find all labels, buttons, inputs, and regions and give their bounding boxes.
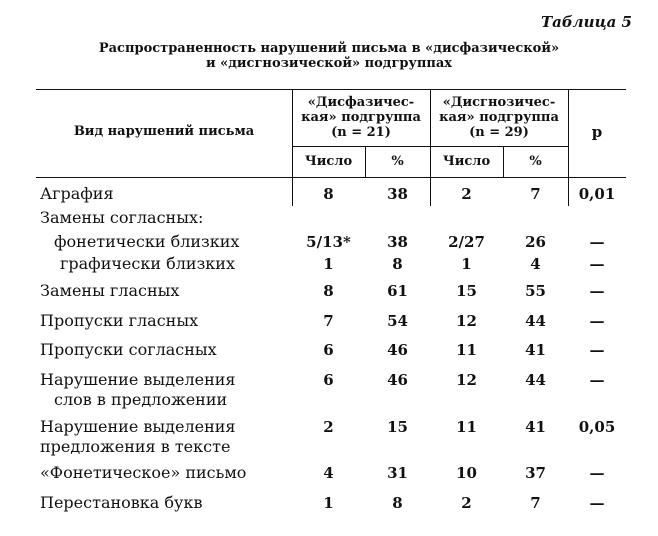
header-count-2: Число [442, 154, 491, 169]
row-count-dysgnostic: 15 [456, 282, 477, 300]
row-percent-dysphasic: 8 [392, 494, 403, 512]
table-row [54, 232, 239, 252]
row-percent-dysgnostic: 26 [525, 233, 546, 251]
row-percent-dysgnostic: 37 [525, 464, 546, 482]
table-row [40, 281, 179, 301]
row-count-dysphasic: 2 [323, 418, 334, 436]
row-count-dysgnostic: 2 [461, 494, 472, 512]
top-rule [36, 89, 626, 90]
table-row [60, 254, 235, 274]
row-p-value: — [589, 255, 605, 273]
header-count-1: Число [304, 154, 353, 169]
row-count-dysgnostic: 1 [461, 255, 472, 273]
row-label-continued: предложения в тексте [40, 437, 231, 456]
table-row [40, 208, 203, 228]
row-label: Перестановка букв [40, 493, 203, 512]
row-count-dysphasic: 5/13* [306, 233, 351, 251]
row-percent-dysgnostic: 7 [530, 185, 541, 203]
row-count-dysgnostic: 11 [456, 418, 477, 436]
row-p-value: — [589, 233, 605, 251]
row-p-value: — [589, 312, 605, 330]
row-label: Замены согласных: [40, 208, 204, 227]
row-percent-dysphasic: 46 [387, 341, 408, 359]
row-p-value: — [589, 282, 605, 300]
row-count-dysgnostic: 12 [456, 312, 477, 330]
header-p: p [591, 123, 603, 141]
header-group-dysgnostic [430, 95, 568, 140]
table-title-line2: и «дисгнозической» подгруппах [205, 56, 453, 71]
header-group-dysgnostic-line2: кая» подгруппа [439, 110, 559, 125]
row-label: Нарушение выделения [40, 370, 236, 389]
header-bottom-rule [36, 177, 626, 178]
row-label: «Фонетическое» письмо [40, 463, 247, 482]
row-p-value: 0,05 [578, 418, 616, 436]
row-p-value: 0,01 [578, 185, 616, 203]
row-label-continued: слов в предложении [54, 390, 228, 409]
row-count-dysphasic: 6 [323, 371, 334, 389]
row-percent-dysgnostic: 4 [530, 255, 541, 273]
row-count-dysgnostic: 12 [456, 371, 477, 389]
row-label: фонетически близких [54, 232, 240, 251]
row-count-dysphasic: 1 [323, 494, 334, 512]
row-count-dysphasic: 6 [323, 341, 334, 359]
row-percent-dysphasic: 61 [387, 282, 408, 300]
row-count-dysphasic: 4 [323, 464, 334, 482]
row-count-dysphasic: 7 [323, 312, 334, 330]
header-percent-1: % [391, 154, 404, 169]
table-row [40, 311, 198, 331]
header-group-dysphasic-line1: «Дисфазичес- [307, 95, 415, 110]
header-group-dysphasic-line2: кая» подгруппа [301, 110, 421, 125]
row-p-value: — [589, 371, 605, 389]
row-label: Нарушение выделения [40, 417, 236, 436]
row-percent-dysphasic: 31 [387, 464, 408, 482]
row-count-dysphasic: 8 [323, 185, 334, 203]
row-label: графически близких [60, 254, 235, 273]
header-type-of-disorder: Вид нарушений письма [73, 124, 255, 139]
row-count-dysphasic: 1 [323, 255, 334, 273]
row-percent-dysphasic: 38 [387, 185, 408, 203]
row-percent-dysgnostic: 7 [530, 494, 541, 512]
row-percent-dysphasic: 46 [387, 371, 408, 389]
table-caption: Таблица 5 [540, 13, 632, 31]
table-row [40, 184, 114, 204]
header-percent-2: % [529, 154, 542, 169]
row-percent-dysgnostic: 41 [525, 341, 546, 359]
row-percent-dysphasic: 38 [387, 233, 408, 251]
row-label: Аграфия [40, 184, 114, 203]
table-row [40, 370, 236, 410]
header-group-dysphasic [292, 95, 430, 140]
table-row [40, 417, 236, 457]
row-count-dysgnostic: 10 [456, 464, 477, 482]
row-percent-dysphasic: 8 [392, 255, 403, 273]
row-p-value: — [589, 464, 605, 482]
row-count-dysgnostic: 2 [461, 185, 472, 203]
row-percent-dysgnostic: 41 [525, 418, 546, 436]
row-percent-dysgnostic: 55 [525, 282, 546, 300]
table-row [40, 463, 246, 483]
row-percent-dysgnostic: 44 [525, 371, 546, 389]
row-p-value: — [589, 341, 605, 359]
row-count-dysgnostic: 2/27 [448, 233, 485, 251]
row-percent-dysgnostic: 44 [525, 312, 546, 330]
table-title-line1: Распространенность нарушений письма в «дисфазической» [98, 41, 560, 56]
header-group-dysphasic-line3: (n = 21) [331, 125, 391, 140]
row-label: Пропуски гласных [40, 311, 199, 330]
header-group-dysgnostic-line3: (n = 29) [469, 125, 529, 140]
row-percent-dysphasic: 54 [387, 312, 408, 330]
table-row [40, 493, 202, 513]
row-label: Пропуски согласных [40, 340, 217, 359]
header-group-dysgnostic-line1: «Дисгнозичес- [442, 95, 556, 110]
table-row [40, 340, 217, 360]
row-label: Замены гласных [40, 281, 180, 300]
table-title [0, 41, 658, 71]
row-percent-dysphasic: 15 [387, 418, 408, 436]
row-count-dysphasic: 8 [323, 282, 334, 300]
row-p-value: — [589, 494, 605, 512]
row-count-dysgnostic: 11 [456, 341, 477, 359]
